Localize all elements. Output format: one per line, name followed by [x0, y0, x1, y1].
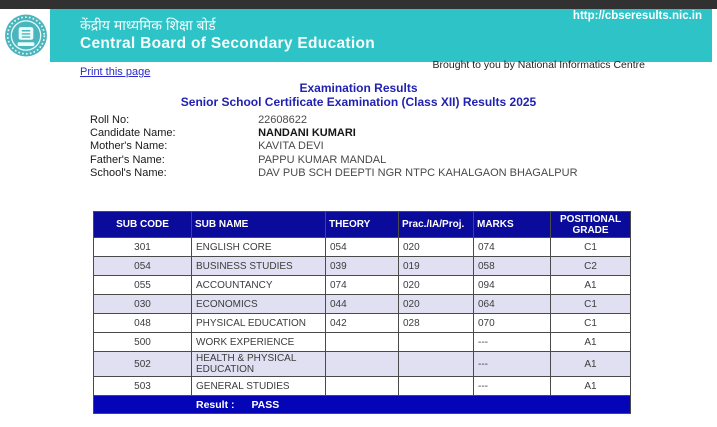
theory-cell	[326, 377, 399, 396]
prac-cell: 028	[399, 314, 474, 333]
sub-name-cell: PHYSICAL EDUCATION	[192, 314, 326, 333]
col-header-marks: MARKS	[474, 212, 551, 238]
result-row	[94, 396, 631, 414]
grade-cell: A1	[551, 276, 631, 295]
candidate-detail-row	[90, 140, 578, 153]
prac-cell: 020	[399, 276, 474, 295]
theory-cell	[326, 333, 399, 352]
exam-title: Senior School Certificate Examination (Class XII) Results 2025	[180, 95, 537, 109]
site-url: http://cbseresults.nic.in	[572, 10, 702, 22]
sub-code-cell: 030	[94, 295, 192, 314]
sub-code-cell: 500	[94, 333, 192, 352]
prac-cell	[399, 377, 474, 396]
subject-row	[94, 238, 631, 257]
sub-name-cell: BUSINESS STUDIES	[192, 257, 326, 276]
col-header-positional-grade: POSITIONAL GRADE	[551, 212, 631, 238]
prac-cell: 020	[399, 238, 474, 257]
marks-cell: 064	[474, 295, 551, 314]
grade-cell: A1	[551, 333, 631, 352]
marks-cell: 074	[474, 238, 551, 257]
col-header-theory: THEORY	[326, 212, 399, 238]
sub-code-cell: 301	[94, 238, 192, 257]
grade-cell: C1	[551, 238, 631, 257]
print-page-link[interactable]: Print this page	[80, 66, 151, 78]
candidate-detail-row	[90, 154, 578, 167]
candidate-detail-row	[90, 167, 578, 180]
detail-label: Roll No:	[90, 114, 130, 126]
detail-label: Father's Name:	[90, 153, 165, 166]
grade-cell: C1	[551, 314, 631, 333]
sub-name-cell: HEALTH & PHYSICAL EDUCATION	[192, 352, 326, 377]
theory-cell: 042	[326, 314, 399, 333]
marks-cell: 058	[474, 257, 551, 276]
sub-name-cell: ECONOMICS	[192, 295, 326, 314]
sub-code-cell: 502	[94, 352, 192, 377]
detail-value: DAV PUB SCH DEEPTI NGR NTPC KAHALGAON BHAGALPUR	[258, 166, 578, 179]
cbse-logo-icon	[4, 12, 48, 59]
sub-name-cell: ENGLISH CORE	[192, 238, 326, 257]
board-name-english: Central Board of Secondary Education	[80, 35, 376, 52]
cbse-logo-box	[0, 9, 50, 62]
prac-cell	[399, 352, 474, 377]
subject-row	[94, 257, 631, 276]
col-header-prac: Prac./IA/Proj.	[399, 212, 474, 238]
grade-cell: A1	[551, 352, 631, 377]
theory-cell: 054	[326, 238, 399, 257]
col-header-sub-name: SUB NAME	[192, 212, 326, 238]
theory-cell: 074	[326, 276, 399, 295]
col-header-sub-code: SUB CODE	[94, 212, 192, 238]
marks-cell: ---	[474, 377, 551, 396]
candidate-details	[90, 114, 578, 180]
sub-code-cell: 055	[94, 276, 192, 295]
detail-label: Mother's Name:	[90, 140, 168, 153]
result-label: Result :	[196, 398, 235, 411]
subject-row	[94, 295, 631, 314]
subject-row	[94, 333, 631, 352]
subject-row	[94, 377, 631, 396]
sub-name-cell: WORK EXPERIENCE	[192, 333, 326, 352]
theory-cell	[326, 352, 399, 377]
marks-cell: 070	[474, 314, 551, 333]
detail-value: KAVITA DEVI	[258, 140, 324, 153]
board-name-hindi: केंद्रीय माध्यमिक शिक्षा बोर्ड	[80, 17, 216, 33]
theory-cell: 044	[326, 295, 399, 314]
detail-value: 22608622	[258, 114, 308, 126]
prac-cell: 019	[399, 257, 474, 276]
detail-value: NANDANI KUMARI	[258, 127, 356, 140]
table-header-row	[94, 212, 631, 238]
marks-cell: ---	[474, 333, 551, 352]
prac-cell	[399, 333, 474, 352]
subject-row	[94, 352, 631, 377]
marks-table	[93, 211, 631, 414]
grade-cell: C2	[551, 257, 631, 276]
theory-cell: 039	[326, 257, 399, 276]
sub-code-cell: 048	[94, 314, 192, 333]
detail-label: School's Name:	[90, 166, 167, 179]
candidate-detail-row	[90, 127, 578, 140]
nic-credit-text: Brought to you by National Informatics Centre	[432, 59, 645, 71]
grade-cell: C1	[551, 295, 631, 314]
grade-cell: A1	[551, 377, 631, 396]
sub-name-cell: ACCOUNTANCY	[192, 276, 326, 295]
subject-row	[94, 314, 631, 333]
sub-code-cell: 054	[94, 257, 192, 276]
result-status: PASS	[251, 398, 280, 411]
detail-label: Candidate Name:	[90, 127, 176, 140]
prac-cell: 020	[399, 295, 474, 314]
candidate-detail-row	[90, 114, 578, 127]
sub-name-cell: GENERAL STUDIES	[192, 377, 326, 396]
detail-value: PAPPU KUMAR MANDAL	[258, 153, 387, 166]
subject-row	[94, 276, 631, 295]
header-banner	[0, 9, 717, 62]
page-title: Examination Results	[299, 81, 418, 95]
marks-cell: 094	[474, 276, 551, 295]
result-cell	[94, 396, 631, 414]
sub-code-cell: 503	[94, 377, 192, 396]
marks-table-body	[94, 238, 631, 396]
top-black-bar	[0, 0, 717, 9]
teal-banner	[50, 9, 712, 62]
marks-cell: ---	[474, 352, 551, 377]
